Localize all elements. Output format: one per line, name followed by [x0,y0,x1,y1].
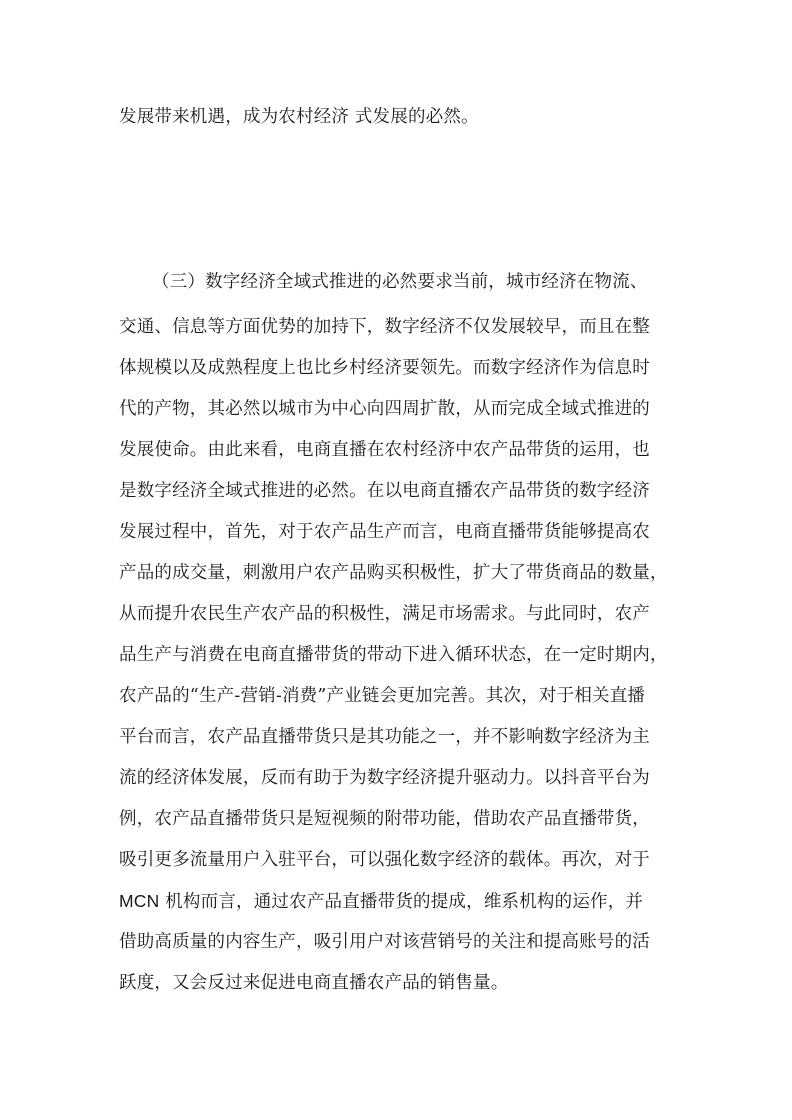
body-line: 体规模以及成熟程度上也比乡村经济要领先。而数字经济作为信息时 [119,358,650,378]
body-line: 例，农产品直播带货只是短视频的附带功能，借助农产品直播带货， [119,809,650,829]
body-line: 产品的成交量，刺激用户农产品购买积极性，扩大了带货商品的数量， [119,563,668,583]
body-line: 从而提升农民生产农产品的积极性，满足市场需求。与此同时，农产 [119,604,650,624]
body-line: 代的产物，其必然以城市为中心向四周扩散，从而完成全域式推进的 [119,399,650,419]
intro-line: 发展带来机遇，成为农村经济 式发展的必然。 [119,107,479,127]
mcn-line [119,890,679,913]
body-line: 吸引更多流量用户入驻平台，可以强化数字经济的载体。再次，对于 [119,850,650,870]
mcn-acronym: MCN [119,891,160,911]
section-heading-line: （三）数字经济全域式推进的必然要求当前，城市经济在物流、 [152,272,648,292]
body-line: 跃度，又会反过来促进电商直播农产品的销售量。 [119,973,509,993]
body-line: 品生产与消费在电商直播带货的带动下进入循环状态，在一定时期内， [119,645,668,665]
body-line: 发展过程中，首先，对于农产品生产而言，电商直播带货能够提高农 [119,522,650,542]
body-line: 农产品的“生产-营销-消费”产业链会更加完善。其次，对于相关直播 [119,686,646,706]
body-line: 发展使命。由此来看，电商直播在农村经济中农产品带货的运用，也 [119,440,650,460]
body-line: 平台而言，农产品直播带货只是其功能之一，并不影响数字经济为主 [119,727,650,747]
body-line: 借助高质量的内容生产，吸引用户对该营销号的关注和提高账号的活 [119,932,650,952]
body-line: 是数字经济全域式推进的必然。在以电商直播农产品带货的数字经济 [119,481,650,501]
body-line: 流的经济体发展，反而有助于为数字经济提升驱动力。以抖音平台为 [119,768,650,788]
mcn-line-text: 机构而言，通过农产品直播带货的提成，维系机构的运作，并 [159,892,644,912]
body-line: 交通、信息等方面优势的加持下，数字经济不仅发展较早，而且在整 [119,317,650,337]
